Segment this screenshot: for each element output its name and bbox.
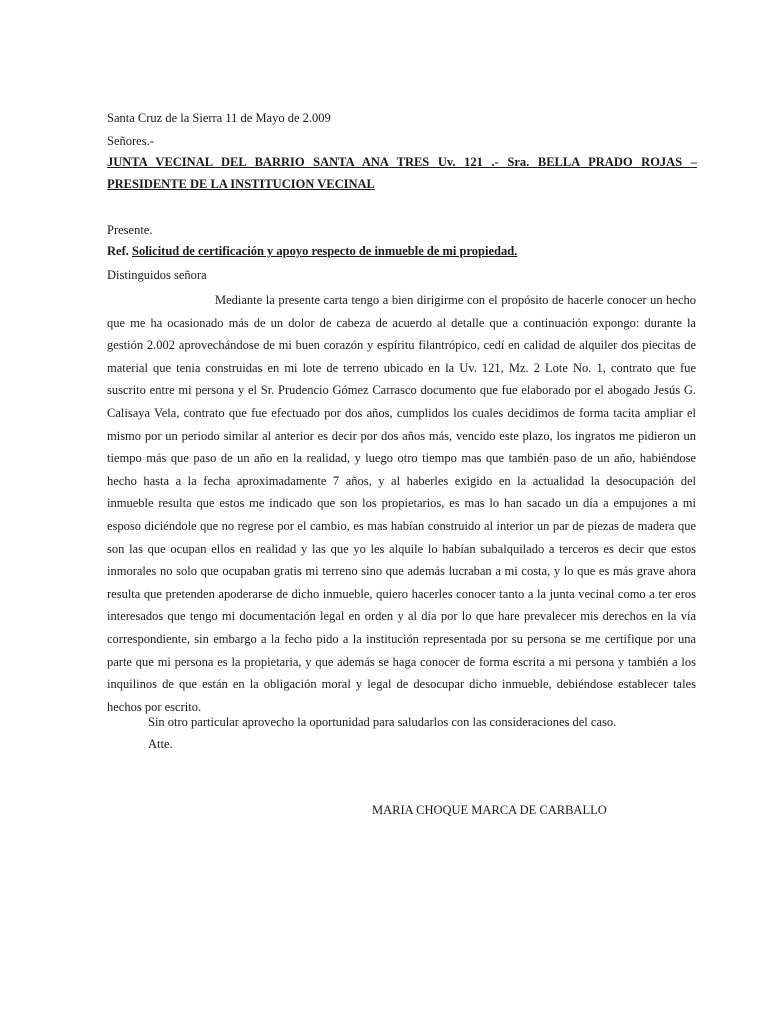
body-line: tiempo más que paso de un año en la realidad, y luego otro tiempo mas que también paso de un año, habiéndose bbox=[107, 451, 696, 466]
body-line: resulta que pretenden apoderarse de dicho inmueble, quiero hacerles conocer tanto a la junta vecinal como a ter eros bbox=[107, 586, 696, 601]
signature-name: MARIA CHOQUE MARCA DE CARBALLO bbox=[372, 803, 607, 817]
atte-line: Atte. bbox=[148, 737, 173, 751]
reference-line bbox=[107, 244, 517, 259]
body-line: interesados que tengo mi documentación legal en orden y al día por lo que hare prevalecer mis derechos en la vía bbox=[107, 609, 696, 624]
body-line: inquilinos de que están en la obligación moral y legal de desocupar dicho inmueble, debiéndose establecer tales bbox=[107, 677, 696, 692]
body-line: son las que ocupan ellos en realidad y las que yo les alquile lo habían subalquilado a terceros es decir que estos bbox=[107, 541, 696, 556]
greeting: Distinguidos señora bbox=[107, 268, 207, 282]
body-line: inmorales no solo que ocupaban gratis mi terreno sino que además lucraban a mi costa, y lo que es más grave ahora bbox=[107, 564, 696, 579]
body-line: Mediante la presente carta tengo a bien dirigirme con el propósito de hacerle conocer un hecho bbox=[215, 293, 696, 307]
reference-subject: Solicitud de certificación y apoyo respecto de inmueble de mi propiedad. bbox=[132, 244, 518, 258]
body-line: parte que mi persona es la propietaria, y que además se haga conocer de forma escrita a mi persona y también a los bbox=[107, 654, 696, 669]
presente-line: Presente. bbox=[107, 223, 153, 237]
body-line: que me ha ocasionado más de un dolor de cabeza de acuerdo al detalle que a continuación expongo: durante la bbox=[107, 315, 696, 330]
reference-prefix: Ref. bbox=[107, 244, 132, 258]
body-line: correspondiente, sin embargo a la fecho pido a la institución representada por su persona se me certifique por una bbox=[107, 631, 696, 646]
salutation: Señores.- bbox=[107, 134, 154, 148]
date-line: Santa Cruz de la Sierra 11 de Mayo de 2.009 bbox=[107, 111, 331, 125]
body-line: esposo diciéndole que no regrese por el cambio, es mas habían construido al interior un par de piezas de madera que bbox=[107, 518, 696, 533]
body-line: hechos por escrito. bbox=[107, 699, 202, 714]
body-line: hecho hasta a la fecha aproximadamente 7 años, y al haberles exigido en la actualidad la desocupación del bbox=[107, 473, 696, 488]
body-line: gestión 2.002 aprovechándose de mi buen corazón y espíritu filantrópico, cedí en calidad de alquiler dos piecitas de bbox=[107, 338, 696, 353]
body-line: Calisaya Vela, contrato que fue efectuado por dos años, cumplidos los cuales decidimos de forma tacita ampliar el bbox=[107, 405, 696, 420]
body-line: suscrito entre mi persona y el Sr. Prudencio Gómez Carrasco documento que fue elaborado por el abogado Jesús G. bbox=[107, 383, 696, 398]
recipient-line-2: PRESIDENTE DE LA INSTITUCION VECINAL bbox=[107, 177, 375, 191]
body-line: inmueble resulta que estos me indicado que son los propietarios, es mas lo han sacado un día a empujones a mi bbox=[107, 496, 696, 511]
body-paragraph bbox=[107, 289, 696, 718]
body-line: mismo por un periodo similar al anterior es decir por dos años más, vencido este plazo, los ingratos me pidieron un bbox=[107, 428, 696, 443]
closing-line: Sin otro particular aprovecho la oportunidad para saludarlos con las consideraciones del caso. bbox=[148, 715, 617, 729]
body-line: material que tenia construidas en mi lote de terreno ubicado en la Uv. 121, Mz. 2 Lote No. 1, contrato que fue bbox=[107, 360, 696, 375]
recipient-line-1: JUNTA VECINAL DEL BARRIO SANTA ANA TRES Uv. 121 .- Sra. BELLA PRADO ROJAS – bbox=[107, 155, 697, 169]
